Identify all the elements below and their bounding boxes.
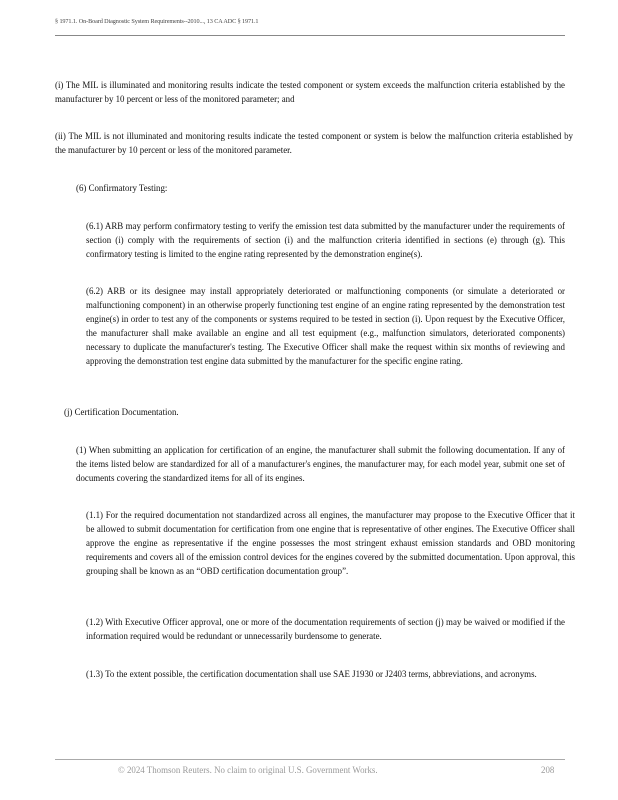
paragraph-1-3: (1.3) To the extent possible, the certification documentation shall use SAE J1930 or J2403 terms, abbreviations, and acronyms. <box>86 669 537 679</box>
paragraph-i: (i) The MIL is illuminated and monitoring results indicate the tested component or system exceeds the malfunction criteria established by the manufacturer by 10 percent or less of the monitored parameter; and <box>55 80 565 104</box>
paragraph-1-2: (1.2) With Executive Officer approval, one or more of the documentation requirements of section (j) may be waived or modified if the information required would be redundant or unnecessarily burdensome to generate. <box>86 617 565 641</box>
paragraph-j-1: (1) When submitting an application for certification of an engine, the manufacturer shall submit the following documentation. If any of the items listed below are standardized for all of a manufacturer's engines, the manufacturer may, for each model year, submit one set of documents covering the standardized items for all of its engines. <box>76 445 565 483</box>
paragraph-6-1: (6.1) ARB may perform confirmatory testing to verify the emission test data submitted by the manufacturer under the requirements of section (i) comply with the requirements of section (i) and the malfunction criteria identified in sections (e) through (g). This confirmatory testing is limited to the engine rating represented by the demonstration engine(s). <box>86 221 565 259</box>
heading-confirmatory-testing: (6) Confirmatory Testing: <box>76 183 168 193</box>
header-divider <box>55 35 565 36</box>
page-number: 208 <box>541 765 555 775</box>
paragraph-1-1: (1.1) For the required documentation not standardized across all engines, the manufacturer may propose to the Executive Officer that it be allowed to submit documentation for certification from one engine that is representative of other engines. The Executive Officer shall approve the engine as representative if the engine possesses the most stringent exhaust emission standards and OBD monitoring requirements and covers all of the emission control devices for the engines covered by the submitted documentation. Upon approval, this grouping shall be known as an “OBD certification documentation group”. <box>86 510 575 576</box>
footer-divider <box>55 759 565 760</box>
footer-copyright: © 2024 Thomson Reuters. No claim to original U.S. Government Works. <box>118 765 378 775</box>
heading-certification-documentation: (j) Certification Documentation. <box>64 407 179 417</box>
paragraph-ii: (ii) The MIL is not illuminated and monitoring results indicate the tested component or system is below the malfunction criteria established by the manufacturer by 10 percent or less of the monitored parameter. <box>55 131 573 155</box>
running-header: § 1971.1. On-Board Diagnostic System Requirements--2010..., 13 CA ADC § 1971.1 <box>55 18 259 25</box>
paragraph-6-2: (6.2) ARB or its designee may install appropriately deteriorated or malfunctioning components (or simulate a deteriorated or malfunctioning component) in an otherwise properly functioning test engine of an engine rating represented by the demonstration test engine(s) in order to test any of the components or systems required to be tested in section (i). Upon request by the Executive Officer, the manufacturer shall make available an engine and all test equipment (e.g., malfunction simulators, deteriorated components) necessary to duplicate the manufacturer's testing. The Executive Officer shall make the request within six months of reviewing and approving the demonstration test engine data submitted by the manufacturer for the specific engine rating. <box>86 286 565 366</box>
